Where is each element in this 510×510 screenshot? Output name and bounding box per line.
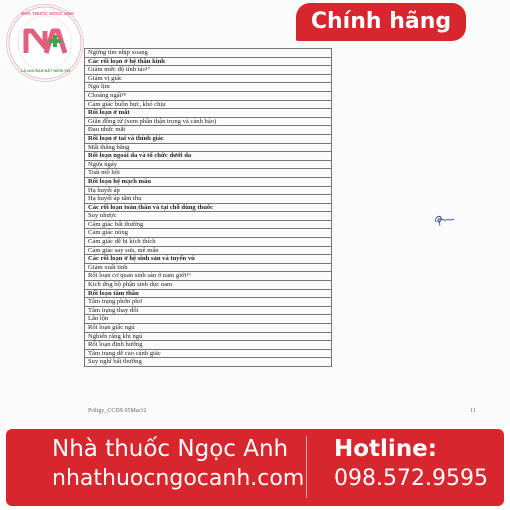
table-cell: Rối loạn cơ quan sinh sản ở nam giới¹⁹ [85, 272, 332, 281]
table-row [85, 117, 332, 126]
table-row [85, 298, 332, 307]
table-cell: Tâm trạng dễ cao cảnh giác [85, 349, 332, 358]
table-cell: Choáng ngất¹⁸ [85, 91, 332, 100]
table-row [85, 160, 332, 169]
table-row [85, 272, 332, 281]
table-row [85, 212, 332, 221]
table-row [85, 220, 332, 229]
table-row [85, 195, 332, 204]
table-cell: Mất thăng bằng [85, 143, 332, 152]
shop-url-link[interactable]: nhathuocngocanh.com [52, 466, 305, 491]
table-row [85, 57, 332, 66]
section-heading-cell: Rối loạn ngoài da và tổ chức dưới da [85, 152, 332, 161]
table-cell: Hạ huyết áp [85, 186, 332, 195]
banner-divider [306, 436, 307, 498]
document-page [84, 48, 332, 367]
table-row [85, 263, 332, 272]
table-row [85, 246, 332, 255]
table-row [85, 83, 332, 92]
table-row [85, 281, 332, 290]
table-cell: Lẫn lộn [85, 315, 332, 324]
table-row [85, 109, 332, 118]
section-heading-cell: Các rối loạn ở hệ sinh sản và tuyến vú [85, 255, 332, 264]
authentic-badge: Chính hãng [296, 3, 466, 41]
table-row [85, 306, 332, 315]
table-cell: Tâm trạng thay đổi [85, 306, 332, 315]
side-effects-table [84, 48, 332, 367]
table-cell: Ngủ lịm [85, 83, 332, 92]
table-row [85, 143, 332, 152]
table-cell: Đau nhức mắt [85, 126, 332, 135]
table-row [85, 49, 332, 58]
table-cell: Rối loạn giấc ngủ [85, 324, 332, 333]
table-cell: Rối loạn định hướng [85, 341, 332, 350]
page-number: 11 [470, 408, 476, 414]
table-row [85, 255, 332, 264]
table-cell: Ngừng tim nhịp xoang [85, 49, 332, 58]
section-heading-cell: Rối loạn hệ mạch máu [85, 177, 332, 186]
table-row [85, 315, 332, 324]
hotline-number[interactable]: 098.572.9595 [334, 466, 488, 491]
hotline-label: Hotline: [334, 436, 437, 462]
table-row [85, 100, 332, 109]
table-row [85, 289, 332, 298]
table-cell: Hạ huyết áp tâm thu [85, 195, 332, 204]
table-row [85, 229, 332, 238]
table-row [85, 203, 332, 212]
table-row [85, 74, 332, 83]
logo-text: NHÀ THUỐC NGỌC ANH [21, 11, 74, 16]
table-cell: Giãn đồng tử (xem phần thận trọng và cảnh báo) [85, 117, 332, 126]
table-cell: Suy nghĩ bất thường [85, 358, 332, 367]
table-row [85, 238, 332, 247]
table-row [85, 66, 332, 75]
table-row [85, 324, 332, 333]
table-cell: Toát mồ hôi [85, 169, 332, 178]
table-row [85, 186, 332, 195]
table-row [85, 169, 332, 178]
table-cell: Tâm trạng phởn phơ [85, 298, 332, 307]
table-cell: Cảm giác dễ bị kích thích [85, 238, 332, 247]
table-row [85, 358, 332, 367]
section-heading-cell: Rối loạn ở mắt [85, 109, 332, 118]
table-row [85, 177, 332, 186]
logo-subtext: LÀ NƠI BẠN ĐẶT NIỀM TIN [21, 69, 71, 73]
table-cell: Cảm giác bất thường [85, 220, 332, 229]
handwritten-signature-icon [432, 212, 460, 228]
section-heading-cell: Các rối loạn toàn thân và tại chỗ dùng thuốc [85, 203, 332, 212]
section-heading-cell: Các rối loạn ở hệ thần kinh [85, 57, 332, 66]
table-cell: Giảm xuất tinh [85, 263, 332, 272]
table-cell: Ngứa ngáy [85, 160, 332, 169]
table-cell: Giảm mức độ tỉnh táo¹⁷ [85, 66, 332, 75]
table-row [85, 349, 332, 358]
table-cell: Kích ứng bộ phận sinh dục nam [85, 281, 332, 290]
table-cell: Cảm giác nóng [85, 229, 332, 238]
section-heading-cell: Rối loạn tâm thần [85, 289, 332, 298]
table-row [85, 126, 332, 135]
table-cell: Suy nhược [85, 212, 332, 221]
shop-name: Nhà thuốc Ngọc Anh [52, 436, 289, 462]
table-row [85, 332, 332, 341]
table-cell: Cảm giác buồn bực, khó chịu [85, 100, 332, 109]
table-row [85, 341, 332, 350]
table-row [85, 91, 332, 100]
section-heading-cell: Rối loạn ở tai và thính giác [85, 134, 332, 143]
pharmacy-logo-badge [6, 4, 84, 82]
table-cell: Cảm giác say sưa, mê mẩn [85, 246, 332, 255]
table-cell: Giảm vị giác [85, 74, 332, 83]
table-row [85, 134, 332, 143]
table-cell: Nghiến răng khi ngủ [85, 332, 332, 341]
document-footer-left: Priligy_CCDS 05Mar12 [88, 408, 147, 414]
table-row [85, 152, 332, 161]
